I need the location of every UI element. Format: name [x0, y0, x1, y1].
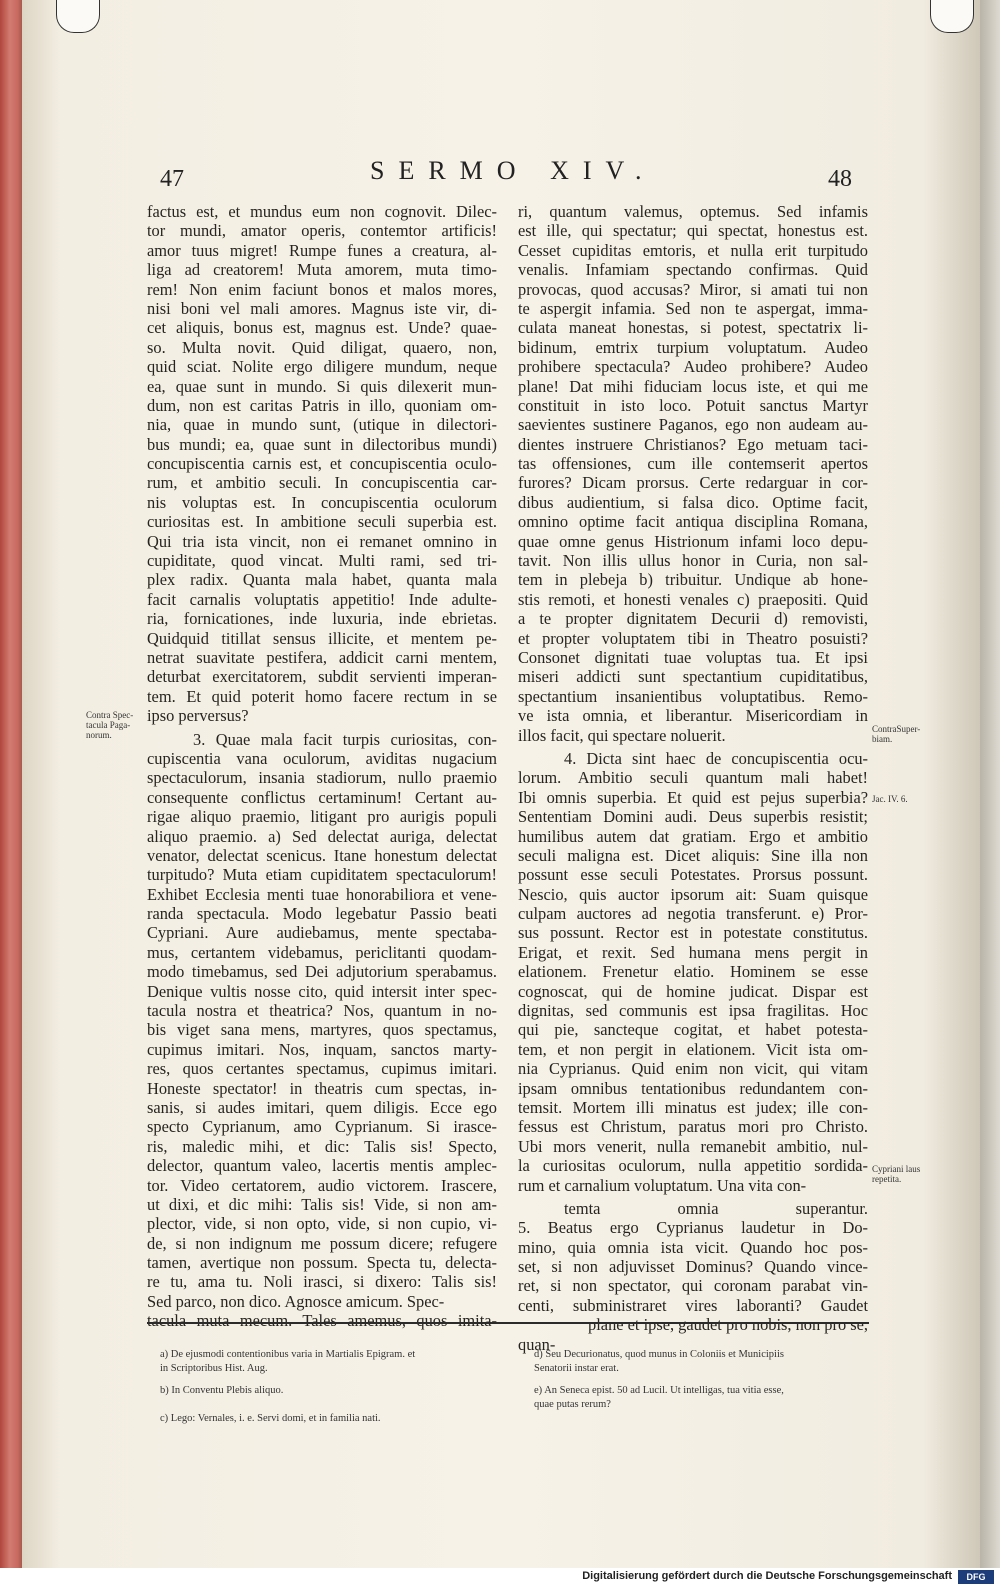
text-line: spectaculorum, insania stadiorum, nullo praemio [147, 768, 497, 788]
text-line: Honeste spectator! in theatris cum spectas, in- [147, 1078, 497, 1098]
text-line: de, si non indignum me possum dicere; refugere [147, 1233, 497, 1253]
text-line: Cypriani. Aure audiebamus, mente spectaba- [147, 923, 497, 943]
note-line: norum. [86, 730, 112, 740]
text-line: ri, quantum valemus, optemus. Sed infamis [518, 202, 868, 221]
text-line: turpitudo? Muta etiam cupiditatem spectaculorum! [147, 865, 497, 885]
text-line: concupiscentia carnis est, et concupiscentia oculo- [147, 454, 497, 474]
text-line: ris, maledic mihi, et dic: Talis sis! Specto, [147, 1136, 497, 1156]
text-line: consequente conflictus certaminum! Certant au- [147, 787, 497, 807]
text-line: quid sciat. Nolite ergo diligere mundum, neque [147, 357, 497, 377]
text-line: tacula nostra et theatrica? Nos, quantum in no- [147, 1001, 497, 1021]
text-line: illos facit, qui spectare noluerit. [518, 725, 726, 745]
sponsor-banner [0, 1568, 1000, 1586]
text-line: rem! Non enim faciunt bonos et malos mores, [147, 279, 497, 299]
text-line: nia, quae in mundo sunt, (utique in dilectori- [147, 415, 497, 435]
text-line: rum et carnalium voluptatum. Una vita con- [518, 1175, 807, 1195]
page-title: SERMO XIV. [370, 156, 656, 185]
text-line: mino, quia omnia ista vicit. Quando hoc pos- [518, 1237, 868, 1257]
text-line: tavit. Non illis ullus honor in Curia, non sal- [518, 551, 868, 571]
text-line: nia Cyprianus. Quid enim non vicit, qui vitam [518, 1059, 868, 1079]
text-line: ret, si non spectator, qui coronam parabat vin- [518, 1276, 868, 1296]
text-line: ea, quae sunt in mundo. Si quis dilexerit mun- [147, 376, 497, 396]
text-line: Denique vultis nosse cito, quid intersit inter spec- [147, 981, 497, 1001]
page-shadow [980, 0, 1000, 1568]
text-line: ipsam omnibus tentationibus redundantem con- [518, 1078, 868, 1098]
margin-note-contra-superbiam [872, 724, 942, 744]
text-line: re tu, ama tu. Noli irasci, si dixero: Talis sis! [147, 1272, 497, 1292]
note-line: a) De ejusmodi contentionibus varia in Martialis Epigram. et [160, 1349, 416, 1360]
text-line: Cesset cupiditas emtoris, et nulla erit turpitudo [518, 240, 868, 260]
text-line: deturbat exercitatorem, subdit servienti imperan- [147, 667, 497, 687]
footnote-e [534, 1384, 874, 1411]
text-line: sus possunt. Rector est in potestate constitutus. [518, 923, 868, 943]
text-line: temta omnia superantur. [564, 1198, 868, 1218]
text-line: culata maneat honestas, si potest, spectatrix li- [518, 318, 868, 338]
text-line: modo timebamus, sed Dei adjutorium sperabamus. [147, 962, 497, 982]
text-line: 5. Beatus ergo Cyprianus laudetur in Do- [518, 1218, 868, 1238]
note-line: Jac. IV. 6. [872, 794, 908, 804]
text-line: te aspergit infamia. Sed non te aspergat, imma- [518, 298, 868, 318]
text-line: delector, quantum valeo, lacertis mentis amplec- [147, 1156, 497, 1176]
text-line: furores? Dicam prorsus. Certe redarguar in cor- [518, 473, 868, 493]
footnote-b [160, 1384, 500, 1398]
footnote-d [534, 1348, 874, 1375]
note-line: e) An Seneca epist. 50 ad Lucil. Ut intelligas, tua vitia esse, [534, 1385, 784, 1396]
text-column-right [518, 202, 868, 1354]
text-line: dignitas, sed communis est ipsa fragilitas. Hoc [518, 1001, 868, 1021]
text-line: nis voluptas est. In concupiscentia oculorum [147, 492, 497, 512]
text-line: dibus audientium, si falsa dico. Optime facit, [518, 492, 868, 512]
text-line: elationem. Frenetur elatio. Hominem se esse [518, 962, 868, 982]
text-line: liga ad creatorem! Muta amorem, muta timo- [147, 260, 497, 280]
text-line: Sententiam Domini audi. Deus superbis resistit; [518, 807, 868, 827]
text-line: dum, non est caritas Patris in illo, quoniam om- [147, 395, 497, 415]
text-line: randa spectacula. Modo legebatur Passio beati [147, 904, 497, 924]
note-line: ContraSuper- [872, 724, 921, 734]
footnote-c [160, 1412, 500, 1426]
text-line: Sed parco, non dico. Agnosce amicum. Spec- [147, 1291, 445, 1311]
sponsor-text: Digitalisierung gefördert durch die Deutsche Forschungsgemeinschaft [582, 1570, 952, 1582]
note-line: biam. [872, 734, 893, 744]
note-line: quae putas rerum? [534, 1398, 611, 1410]
text-line: cupiscentia vana oculorum, aviditas nugacium [147, 748, 497, 768]
text-line: lorum. Ambitio seculi quantum mali habet! [518, 768, 868, 788]
text-line: prohibere spectacula? Audeo prohibere? Audeo [518, 357, 868, 377]
text-line: venator, delectat scenicus. Itane honestum delectat [147, 845, 497, 865]
text-line: aliquo praemio. a) Sed delectat auriga, delectat [147, 826, 497, 846]
text-line: saevientes sustinere Paganos, ego non audeam au- [518, 415, 868, 435]
note-line: Contra Spec- [86, 710, 134, 720]
text-line: sanis, si audes imitari, quem diligis. Ecce ego [147, 1097, 497, 1117]
binding-ring-right [930, 0, 974, 33]
text-line: amor tuus migret! Rumpe funes a creatura, al- [147, 240, 497, 260]
page-number-right: 48 [828, 166, 852, 192]
note-line: c) Lego: Vernales, i. e. Servi domi, et in familia nati. [160, 1413, 381, 1424]
note-line: d) Seu Decurionatus, quod munus in Coloniis et Municipiis [534, 1349, 784, 1360]
text-line: cognoscat, qui de homine judicat. Dispar est [518, 981, 868, 1001]
text-line: provocas, quod accusas? Miror, si amati tui non [518, 279, 868, 299]
text-line: plane! Dat mihi fiduciam locus iste, et qui me [518, 376, 868, 396]
text-line: constituit in isto loco. Potuit sanctus Martyr [518, 395, 868, 415]
text-line: tor mundi, amator operis, contemtor artificis! [147, 221, 497, 241]
text-line: Qui tria ista vincit, non ei remanet omnino in [147, 531, 497, 551]
text-line: 4. Dicta sint haec de concupiscentia ocu- [564, 748, 868, 768]
text-line: mus, certantem videbamus, periclitanti quodam- [147, 942, 497, 962]
note-line: repetita. [872, 1174, 902, 1184]
binding-ring-left [56, 0, 100, 33]
text-column-left [147, 202, 497, 1331]
text-line: seculi maligna est. Dicet aliquis: Sine illa non [518, 845, 868, 865]
margin-note-scripture-ref [872, 794, 942, 804]
text-line: culpam auctores ad negotia transferunt. e) Pror- [518, 904, 868, 924]
footnote-rule [147, 1322, 869, 1324]
text-line: tem in plebeja b) tribuitur. Undique ab hone- [518, 570, 868, 590]
text-line: so. Multa novit. Quid diligat, quaero, non, [147, 337, 497, 357]
text-line: Ubi mors venerit, nulla remanebit ambitio, nul- [518, 1136, 868, 1156]
text-line: rum, et ambitio seculi. In concupiscentia car- [147, 473, 497, 493]
text-line: cupiditate, quod vincat. Multi rami, sed tri- [147, 551, 497, 571]
text-line: tem, et non pergit in elationem. Vicit ista om- [518, 1039, 868, 1059]
text-line: miseri addicti sunt spectantium cupiditatibus, [518, 667, 868, 687]
note-line: Senatorii instar erat. [534, 1362, 619, 1374]
text-line: 3. Quae mala facit turpis curiositas, con- [193, 729, 497, 749]
text-line: plector, vide, si non opto, vide, si non cupio, vi- [147, 1214, 497, 1234]
text-line: temsit. Mortem illi minatus est judex; ille con- [518, 1097, 868, 1117]
text-line: bis viget sana mens, martyres, quos spectamus, [147, 1020, 497, 1040]
book-red-edge [0, 0, 22, 1586]
text-line: factus est, et mundus eum non cognovit. Dilec- [147, 202, 497, 221]
text-line: Quidquid titillat sensus illicite, et mentem pe- [147, 628, 497, 648]
text-line: plex radix. Quanta mala habet, quanta mala [147, 570, 497, 590]
text-line: cupimus imitari. Nos, inquam, sanctos marty- [147, 1039, 497, 1059]
text-line: res, quos certantes spectamus, cupimus imitari. [147, 1059, 497, 1079]
text-line: Exhibet Ecclesia menti tuae honorabiliora et vene- [147, 884, 497, 904]
text-line: Nescio, quis auctor ipsorum ait: Suam quisque [518, 884, 868, 904]
text-line: bidinum, emtrix turpium voluptatum. Audeo [518, 337, 868, 357]
text-line: quan- [518, 1334, 556, 1354]
footnote-a [160, 1348, 500, 1375]
text-line: tamen, avertique non possum. Specta tu, delecta- [147, 1253, 497, 1273]
text-line: dientes instruere Christianos? Ego metuam taci- [518, 434, 868, 454]
text-line: nisi boni vel mali amores. Magnus iste vir, di- [147, 298, 497, 318]
text-line: Erigat, et rexit. Sed humana mens pergit in [518, 942, 868, 962]
text-line: est ille, qui spectatur; qui spectat, honestus est. [518, 221, 868, 241]
text-line: omnino optime facit antiqua disciplina Romana, [518, 512, 868, 532]
text-line: la curiositas oculorum, nulla appetitio sordida- [518, 1156, 868, 1176]
text-line: ve ista omnia, et liberantur. Misericordiam in [518, 706, 868, 726]
text-line: et propter voluptatem tibi in Theatro posuisti? [518, 628, 868, 648]
note-line: b) In Conventu Plebis aliquo. [160, 1385, 284, 1396]
dfg-logo: DFG [958, 1570, 994, 1584]
text-line: centi, subministraret vires laboranti? Gaudet [518, 1295, 868, 1315]
text-line: Ibi omnis superbia. Et quid est pejus superbia? [518, 787, 868, 807]
text-line: spectantium insanientibus voluptatibus. Remo- [518, 686, 868, 706]
text-line: cet aliquis, bonus est, magnus est. Unde? quae- [147, 318, 497, 338]
text-line: specto Cyprianum, amo Cyprianum. Si irasce- [147, 1117, 497, 1137]
margin-note-contra-spectacula [86, 710, 146, 740]
text-line: qui pie, sancteque cogitat, et habet potesta- [518, 1020, 868, 1040]
text-line: possunt esse seculi Potestates. Prorsus possunt. [518, 865, 868, 885]
text-line: tor. Video certatorem, audio victorem. Irascere, [147, 1175, 497, 1195]
note-line: Cypriani laus [872, 1164, 921, 1174]
text-line: bus mundi; ea, quae sunt in dilectoribus mundi) [147, 434, 497, 454]
text-line: tem. Et quid poterit homo facere rectum in se [147, 686, 497, 706]
note-line: in Scriptoribus Hist. Aug. [160, 1362, 268, 1374]
text-line: facit carnalis voluptatis appetitio! Inde adulte- [147, 589, 497, 609]
text-line: netrat suavitate pestifera, addicit carni mentem, [147, 647, 497, 667]
text-line: plane et ipse, gaudet pro nobis, non pro se, [588, 1315, 868, 1335]
text-line: curiositas est. In ambitione seculi superbia est. [147, 512, 497, 532]
text-line: humilibus autem dat gratiam. Ergo et ambitio [518, 826, 868, 846]
page-number-left: 47 [160, 166, 184, 192]
text-line: quae omne genus Histrionum infami loco depu- [518, 531, 868, 551]
text-line: a te propter dignitatem Decurii d) removisti, [518, 609, 868, 629]
text-line: fessus est Christum, paratus mori pro Christo. [518, 1117, 868, 1137]
note-line: tacula Paga- [86, 720, 131, 730]
text-line: ut dixi, et dic mihi: Talis sis! Vide, si non am- [147, 1194, 497, 1214]
text-line: tas offensiones, cum ille contemserit apertos [518, 454, 868, 474]
text-line: stis remoti, et honesti venales c) praepositi. Quid [518, 589, 868, 609]
text-line: Consonet dignitati tuae voluptas tua. Et ipsi [518, 647, 868, 667]
text-line: venalis. Infamiam spectando confirmas. Quid [518, 260, 868, 280]
text-line: ipso perversus? [147, 706, 249, 726]
text-line: set, si non adjuvisset Dominus? Quando vince- [518, 1257, 868, 1277]
margin-note-cypriani-laus [872, 1164, 942, 1184]
text-line: ria, fornicationes, inde luxuria, inde ebrietas. [147, 609, 497, 629]
text-line: rigae aliquo praemio, litigant pro aurigis populi [147, 807, 497, 827]
text-line: tacula muta mecum. Tales amemus, quos imita- [147, 1311, 497, 1331]
